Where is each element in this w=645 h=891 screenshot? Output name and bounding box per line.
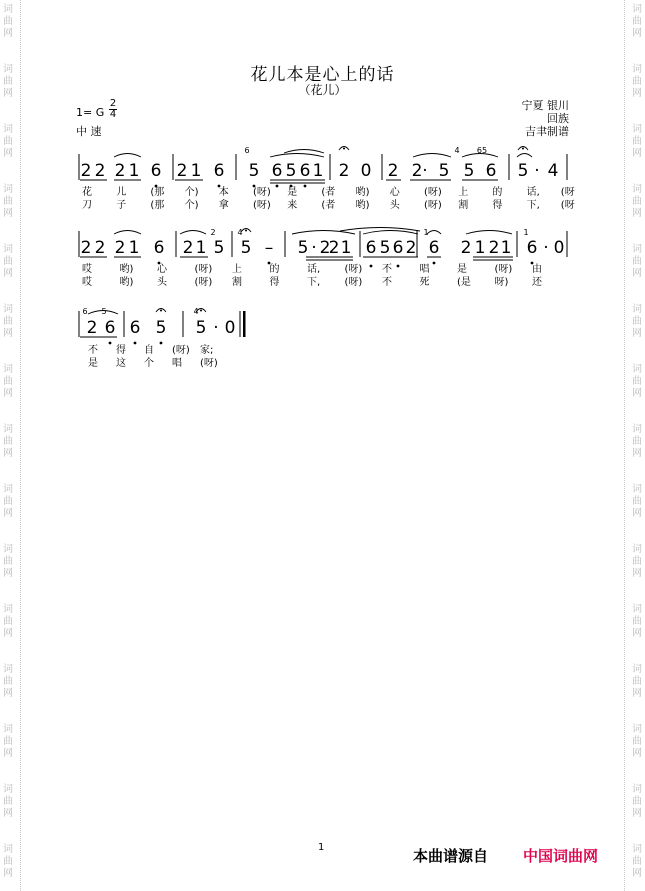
watermark-glyphs: 词 曲 网	[632, 484, 642, 519]
note-line-2: 1	[195, 238, 207, 258]
grace-note: 4	[193, 307, 199, 316]
lyric-line-2-verse-2: 割	[232, 277, 242, 288]
grace-note: 65	[476, 146, 488, 155]
watermark-glyphs: 词 曲 网	[3, 364, 13, 399]
note-line-2: 2	[328, 238, 340, 258]
note-line-1: 5	[517, 161, 529, 181]
slur	[466, 231, 512, 235]
octave-dot	[276, 185, 279, 188]
watermark-glyphs: 词 曲 网	[632, 4, 642, 39]
lyric-line-2-verse-1: 哟)	[119, 264, 134, 275]
lyric-line-2-verse-2: 呀)	[494, 277, 509, 288]
lyric-line-1-verse-1: (者	[321, 187, 336, 198]
watermark-glyphs: 词 曲 网	[632, 844, 642, 879]
note-line-1: 2	[338, 161, 350, 181]
note-line-1: 2	[80, 161, 92, 181]
slur	[517, 154, 532, 158]
lyric-line-2-verse-1: 唱	[419, 264, 430, 275]
lyric-line-1-verse-1: 儿	[116, 187, 127, 198]
note-line-1: 0	[360, 161, 372, 181]
watermark-glyphs: 词 曲 网	[632, 244, 642, 279]
note-line-1: 5	[285, 161, 297, 181]
lyric-line-1-verse-1: 心	[389, 187, 400, 198]
note-line-1: ·	[422, 161, 428, 181]
note-line-2: 1	[128, 238, 140, 258]
lyric-line-2-verse-1: 是	[457, 264, 467, 275]
lyric-line-1-verse-1: 本	[218, 187, 229, 198]
note-line-3: 0	[224, 318, 236, 338]
origin-line-1: 宁夏 银川	[521, 99, 569, 112]
lyric-line-1-verse-2: (呀)	[253, 200, 271, 211]
note-line-2: 5	[240, 238, 252, 258]
watermark-glyphs: 词 曲 网	[632, 664, 642, 699]
note-line-2: 6	[153, 238, 165, 258]
watermark-glyphs: 词 曲 网	[3, 484, 13, 519]
time-signature-bottom: 4	[109, 109, 117, 120]
note-line-2: 6	[365, 238, 377, 258]
tempo-marking: 中 速	[76, 125, 102, 138]
lyric-line-1-verse-2: 个)	[184, 200, 199, 211]
lyric-line-2-verse-1: 心	[157, 264, 167, 275]
octave-dot	[304, 185, 307, 188]
lyric-line-1-verse-2: (呀	[560, 200, 575, 211]
lyric-line-3-verse-2: 这	[116, 358, 126, 369]
note-line-2: 1	[474, 238, 486, 258]
octave-dot	[109, 342, 112, 345]
watermark-glyphs: 词 曲 网	[3, 184, 13, 219]
lyric-line-3-verse-1: 自	[144, 345, 154, 356]
watermark-glyphs: 词 曲 网	[632, 424, 642, 459]
note-line-2: 0	[553, 238, 565, 258]
note-line-1: 6	[213, 161, 225, 181]
lyric-line-1-verse-2: 得	[492, 200, 503, 211]
lyric-line-1-verse-1: 上	[458, 187, 469, 198]
watermark-glyphs: 词 曲 网	[3, 604, 13, 639]
slur	[180, 231, 206, 235]
lyric-line-2-verse-2: (呀)	[344, 277, 363, 288]
note-line-1: ·	[534, 161, 540, 181]
lyric-line-1-verse-1: 花	[82, 187, 92, 198]
note-line-3: 5	[155, 318, 167, 338]
watermark-glyphs: 词 曲 网	[3, 124, 13, 159]
note-line-2: 6	[526, 238, 538, 258]
watermark-glyphs: 词 曲 网	[632, 64, 642, 99]
note-line-2: 2	[460, 238, 472, 258]
lyric-line-2-verse-2: (呀)	[194, 277, 213, 288]
fermata-dot	[245, 230, 247, 232]
lyric-line-1-verse-2: (呀)	[424, 200, 442, 211]
grace-note: 6	[82, 307, 88, 316]
song-title: 花儿本是心上的话	[250, 65, 395, 85]
lyric-line-3-verse-1: 不	[88, 345, 98, 356]
note-line-2: ·	[543, 238, 549, 258]
lyric-line-1-verse-1: 话,	[526, 187, 540, 198]
note-line-2: 2	[319, 238, 331, 258]
lyric-line-3-verse-2: (呀)	[200, 358, 218, 369]
lyric-line-2-verse-1: (呀)	[344, 264, 363, 275]
lyric-line-2-verse-2: 得	[269, 277, 280, 288]
lyric-line-2-verse-2: 还	[532, 277, 542, 288]
note-line-2: ·	[311, 238, 317, 258]
lyric-line-1-verse-2: 子	[116, 200, 127, 211]
lyric-line-3-verse-2: 个	[144, 358, 154, 369]
lyric-line-1-verse-1: 的	[492, 187, 503, 198]
lyric-line-2-verse-1: 上	[232, 264, 242, 275]
lyric-line-1-verse-2: 哟)	[355, 200, 370, 211]
watermark-glyphs: 词 曲 网	[632, 304, 642, 339]
lyric-line-1-verse-2: 来	[287, 200, 298, 211]
lyric-line-1-verse-1: (呀	[560, 187, 575, 198]
note-line-2: 2	[405, 238, 417, 258]
origin-line-2: 回族	[547, 112, 569, 125]
note-line-1: 6	[485, 161, 497, 181]
watermark-glyphs: 词 曲 网	[632, 784, 642, 819]
grace-note: 5	[101, 307, 107, 316]
note-line-1: 1	[190, 161, 202, 181]
note-line-1: 1	[312, 161, 324, 181]
page-number: 1	[318, 842, 325, 853]
note-line-1: 2	[176, 161, 188, 181]
lyric-line-1-verse-1: (呀)	[424, 187, 442, 198]
lyric-line-3-verse-2: 是	[88, 358, 98, 369]
note-line-2: 2	[80, 238, 92, 258]
lyric-line-1-verse-1: 个)	[184, 187, 199, 198]
lyric-line-1-verse-1: 是	[287, 187, 298, 198]
octave-dot	[134, 342, 137, 345]
note-line-1: 5	[248, 161, 260, 181]
lyric-line-1-verse-2: 下,	[526, 200, 540, 211]
watermark-glyphs: 词 曲 网	[632, 184, 642, 219]
lyric-line-1-verse-2: (那	[150, 200, 165, 211]
footer-source-label: 本曲谱源自	[413, 847, 489, 865]
watermark-glyphs: 词 曲 网	[632, 544, 642, 579]
song-subtitle: （花儿）	[298, 83, 347, 97]
note-line-1: 5	[463, 161, 475, 181]
octave-dot	[160, 342, 163, 345]
fermata-dot	[160, 310, 162, 312]
note-line-2: 5	[297, 238, 309, 258]
fermata-dot	[343, 148, 345, 150]
lyric-line-1-verse-2: 割	[458, 200, 469, 211]
note-line-1: 6	[150, 161, 162, 181]
lyric-line-3-verse-1: 家;	[200, 345, 214, 356]
grace-note: 2	[210, 228, 216, 237]
lyric-line-1-verse-1: (那	[150, 187, 165, 198]
lyric-line-1-verse-1: 哟)	[355, 187, 370, 198]
watermark-glyphs: 词 曲 网	[632, 364, 642, 399]
watermark-glyphs: 词 曲 网	[3, 724, 13, 759]
slur	[363, 231, 418, 235]
note-line-2: 5	[379, 238, 391, 258]
lyric-line-1-verse-1: (呀)	[253, 187, 271, 198]
note-line-2: 1	[340, 238, 352, 258]
fermata-dot	[200, 310, 202, 312]
watermark-glyphs: 词 曲 网	[3, 4, 13, 39]
watermark-glyphs: 词 曲 网	[3, 844, 13, 879]
lyric-line-2-verse-1: (呀)	[494, 264, 513, 275]
slur	[284, 150, 324, 154]
octave-dot	[370, 265, 373, 268]
note-line-3: ·	[213, 318, 219, 338]
note-line-3: 6	[129, 318, 141, 338]
lyric-line-1-verse-2: 刀	[82, 200, 92, 211]
note-line-2: 1	[500, 238, 512, 258]
fermata-dot	[522, 148, 524, 150]
watermark-glyphs: 词 曲 网	[632, 724, 642, 759]
octave-dot	[433, 262, 436, 265]
lyric-line-2-verse-1: 的	[269, 264, 280, 275]
note-line-1: 2	[387, 161, 399, 181]
lyric-line-2-verse-2: 死	[419, 277, 430, 288]
note-line-2: 2	[114, 238, 126, 258]
grace-note: 1	[523, 228, 529, 237]
watermark-glyphs: 词 曲 网	[3, 784, 13, 819]
grace-note: 1	[423, 228, 429, 237]
watermark-glyphs: 词 曲 网	[3, 544, 13, 579]
lyric-line-2-verse-1: 哎	[82, 264, 92, 275]
lyric-line-1-verse-2: (者	[321, 200, 336, 211]
note-line-3: 6	[104, 318, 116, 338]
note-line-2: 2	[488, 238, 500, 258]
lyric-line-1-verse-2: 头	[389, 200, 400, 211]
watermark-glyphs: 词 曲 网	[632, 124, 642, 159]
lyric-line-2-verse-2: 下,	[307, 277, 321, 288]
lyric-line-2-verse-1: 不	[382, 264, 392, 275]
note-line-1: 2	[94, 161, 106, 181]
lyric-line-3-verse-1: 得	[116, 345, 126, 356]
key-signature: 1= G	[76, 106, 105, 119]
note-line-1: 2	[114, 161, 126, 181]
watermark-glyphs: 词 曲 网	[632, 604, 642, 639]
time-signature-top: 2	[109, 98, 117, 109]
note-line-1: 6	[299, 161, 311, 181]
lyric-line-2-verse-2: (是	[457, 277, 471, 288]
note-line-2: 2	[94, 238, 106, 258]
note-line-2: –	[264, 238, 274, 258]
note-line-2: 2	[182, 238, 194, 258]
footer-site-name: 中国词曲网	[523, 847, 599, 865]
slur	[292, 231, 355, 235]
slur	[427, 231, 441, 235]
lyric-line-2-verse-2: 哎	[82, 277, 92, 288]
note-line-1: 5	[438, 161, 450, 181]
watermark-glyphs: 词 曲 网	[3, 244, 13, 279]
grace-note: 6	[244, 146, 250, 155]
note-line-1: 2	[411, 161, 423, 181]
note-line-2: 6	[392, 238, 404, 258]
note-line-3: 2	[86, 318, 98, 338]
slur	[114, 231, 141, 235]
lyric-line-2-verse-2: 哟)	[119, 277, 134, 288]
note-line-1: 6	[271, 161, 283, 181]
lyric-line-2-verse-1: 由	[532, 264, 542, 275]
lyric-line-2-verse-2: 头	[157, 277, 167, 288]
note-line-3: 5	[195, 318, 207, 338]
lyric-line-1-verse-2: 拿	[218, 200, 229, 211]
slur	[413, 154, 451, 158]
lyric-line-2-verse-1: 话,	[307, 264, 321, 275]
grace-note: 4	[454, 146, 460, 155]
slur	[270, 154, 324, 158]
lyric-line-3-verse-1: (呀)	[172, 345, 190, 356]
watermark-glyphs: 词 曲 网	[3, 424, 13, 459]
note-line-2: 6	[428, 238, 440, 258]
lyric-line-2-verse-1: (呀)	[194, 264, 213, 275]
octave-dot	[397, 265, 400, 268]
watermark-glyphs: 词 曲 网	[3, 64, 13, 99]
arranger-credit: 吉聿制谱	[525, 125, 569, 138]
grace-note: 4	[237, 228, 243, 237]
lyric-line-2-verse-2: 不	[382, 277, 392, 288]
note-line-1: 4	[547, 161, 559, 181]
note-line-1: 1	[128, 161, 140, 181]
lyric-line-3-verse-2: 唱	[172, 358, 182, 369]
slur	[340, 228, 420, 232]
watermark-glyphs: 词 曲 网	[3, 664, 13, 699]
final-bar-thick	[243, 311, 246, 337]
watermark-glyphs: 词 曲 网	[3, 304, 13, 339]
note-line-2: 5	[213, 238, 225, 258]
slur	[114, 154, 141, 158]
